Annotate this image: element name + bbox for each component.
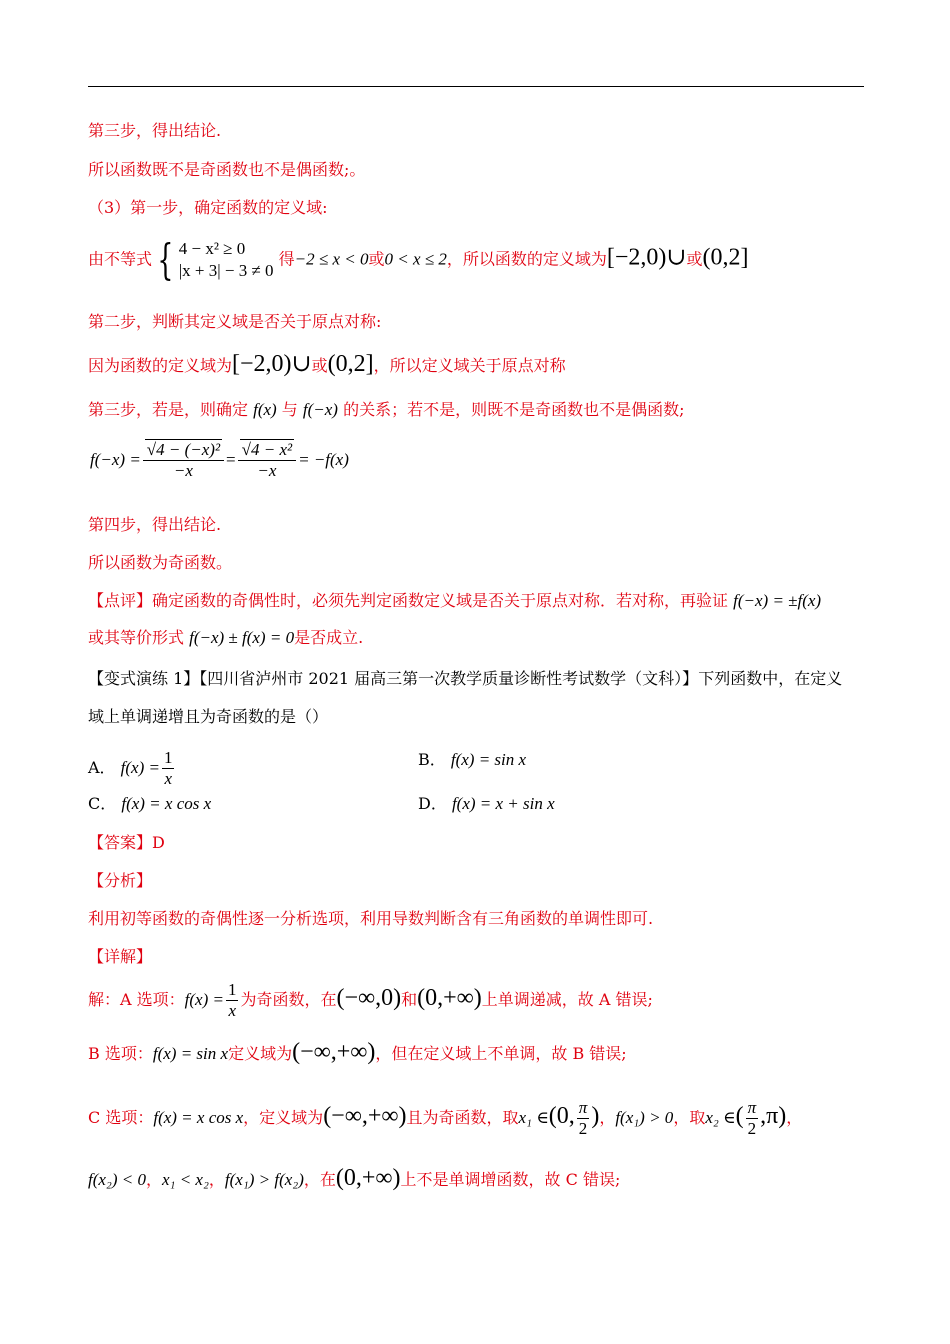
because-line: 因为函数的定义域为[−2,0)∪或(0,2]，所以定义域关于原点对称 (88, 351, 566, 377)
option-d: D． f(x) = x + sin x (418, 794, 555, 813)
part3-step1: （3）第一步，确定函数的定义域: (88, 198, 328, 217)
pi-over-two-1: $\frac{\pi}{2}$ (578, 1098, 588, 1138)
option-a-detail: 解：A 选项：f(x) = $\frac{1}{x}$ 为奇函数，在(−∞,0)和(0,+∞)上单调递减，故 A 错误; (88, 980, 653, 1020)
header-rule (88, 86, 864, 87)
exercise-title: 【变式演练 1】【四川省泸州市 2021 届高三第一次教学质量诊断性考试数学（文科）】下列函数中，在定义 (88, 669, 843, 688)
analysis-tag: 【分析】 (88, 871, 153, 890)
answer-line: 【答案】D (88, 833, 165, 852)
left-brace: { (157, 235, 174, 284)
option-b: B． f(x) = sin x (418, 750, 527, 769)
step3-title: 第三步，得出结论. (88, 121, 222, 140)
inequality-line: 由不等式 { 4 − x² ≥ 0 |x + 3| − 3 ≠ 0 得−2 ≤ x < 0或0 < x ≤ 2，所以函数的定义域为[−2,0)∪或(0,2] (88, 235, 749, 284)
step2-title: 第二步，判断其定义域是否关于原点对称: (88, 312, 382, 331)
fraction-1: $\frac{\text{√4 − (−x)²}}{-x}$ (143, 440, 224, 481)
conclusion-1: 所以函数既不是奇函数也不是偶函数;。 (88, 160, 366, 179)
comment-line-2: 或其等价形式 f(−x) ± f(x) = 0是否成立. (88, 628, 364, 647)
inequality-system: 4 − x² ≥ 0 |x + 3| − 3 ≠ 0 (178, 239, 274, 280)
exercise-question: 域上单调递增且为奇函数的是（） (88, 707, 329, 726)
option-a: A． f(x) = $\frac{1}{x}$ (88, 748, 173, 788)
detail-a-fraction: $\frac{1}{x}$ (227, 980, 237, 1020)
option-c-detail: C 选项：f(x) = x cos x，定义域为(−∞,+∞)且为奇函数，取x₁ ∈(0, $\frac{\pi}{2}$ )，f(x₁) > 0，取x₂ ∈( $\frac{\pi}{2}$ ,π)， (88, 1098, 803, 1138)
step4-title: 第四步，得出结论. (88, 515, 222, 534)
detail-tag: 【详解】 (88, 947, 153, 966)
fraction-2: $\frac{\text{√4 − x²}}{-x}$ (238, 440, 296, 481)
conclusion-2: 所以函数为奇函数。 (88, 553, 233, 572)
option-c-detail-2: f(x₂) < 0，x₁ < x₂，f(x₁) > f(x₂)，在(0,+∞)上不是单调增函数，故 C 错误; (88, 1165, 621, 1191)
option-c: C． f(x) = x cos x (88, 794, 212, 813)
comment-line: 【点评】确定函数的奇偶性时，必须先判定函数定义域是否关于原点对称．若对称，再验证 f(−x) = ±f(x) (88, 591, 822, 610)
analysis-text: 利用初等函数的奇偶性逐一分析选项，利用导数判断含有三角函数的单调性即可. (88, 909, 654, 928)
pi-over-two-2: $\frac{\pi}{2}$ (747, 1098, 757, 1138)
equation: f(−x) = $\frac{\text{√4 − (−x)²}}{-x}$ = $\frac{\text{√4 − x²}}{-x}$ = −f(x) (90, 440, 349, 480)
option-a-fraction: $\frac{1}{x}$ (163, 748, 173, 788)
step3-relation: 第三步，若是，则确定 f(x) 与 f(−x) 的关系；若不是，则既不是奇函数也不是偶函数; (88, 400, 685, 419)
option-b-detail: B 选项：f(x) = sin x定义域为(−∞,+∞)，但在定义域上不单调，故 B 错误; (88, 1039, 627, 1065)
